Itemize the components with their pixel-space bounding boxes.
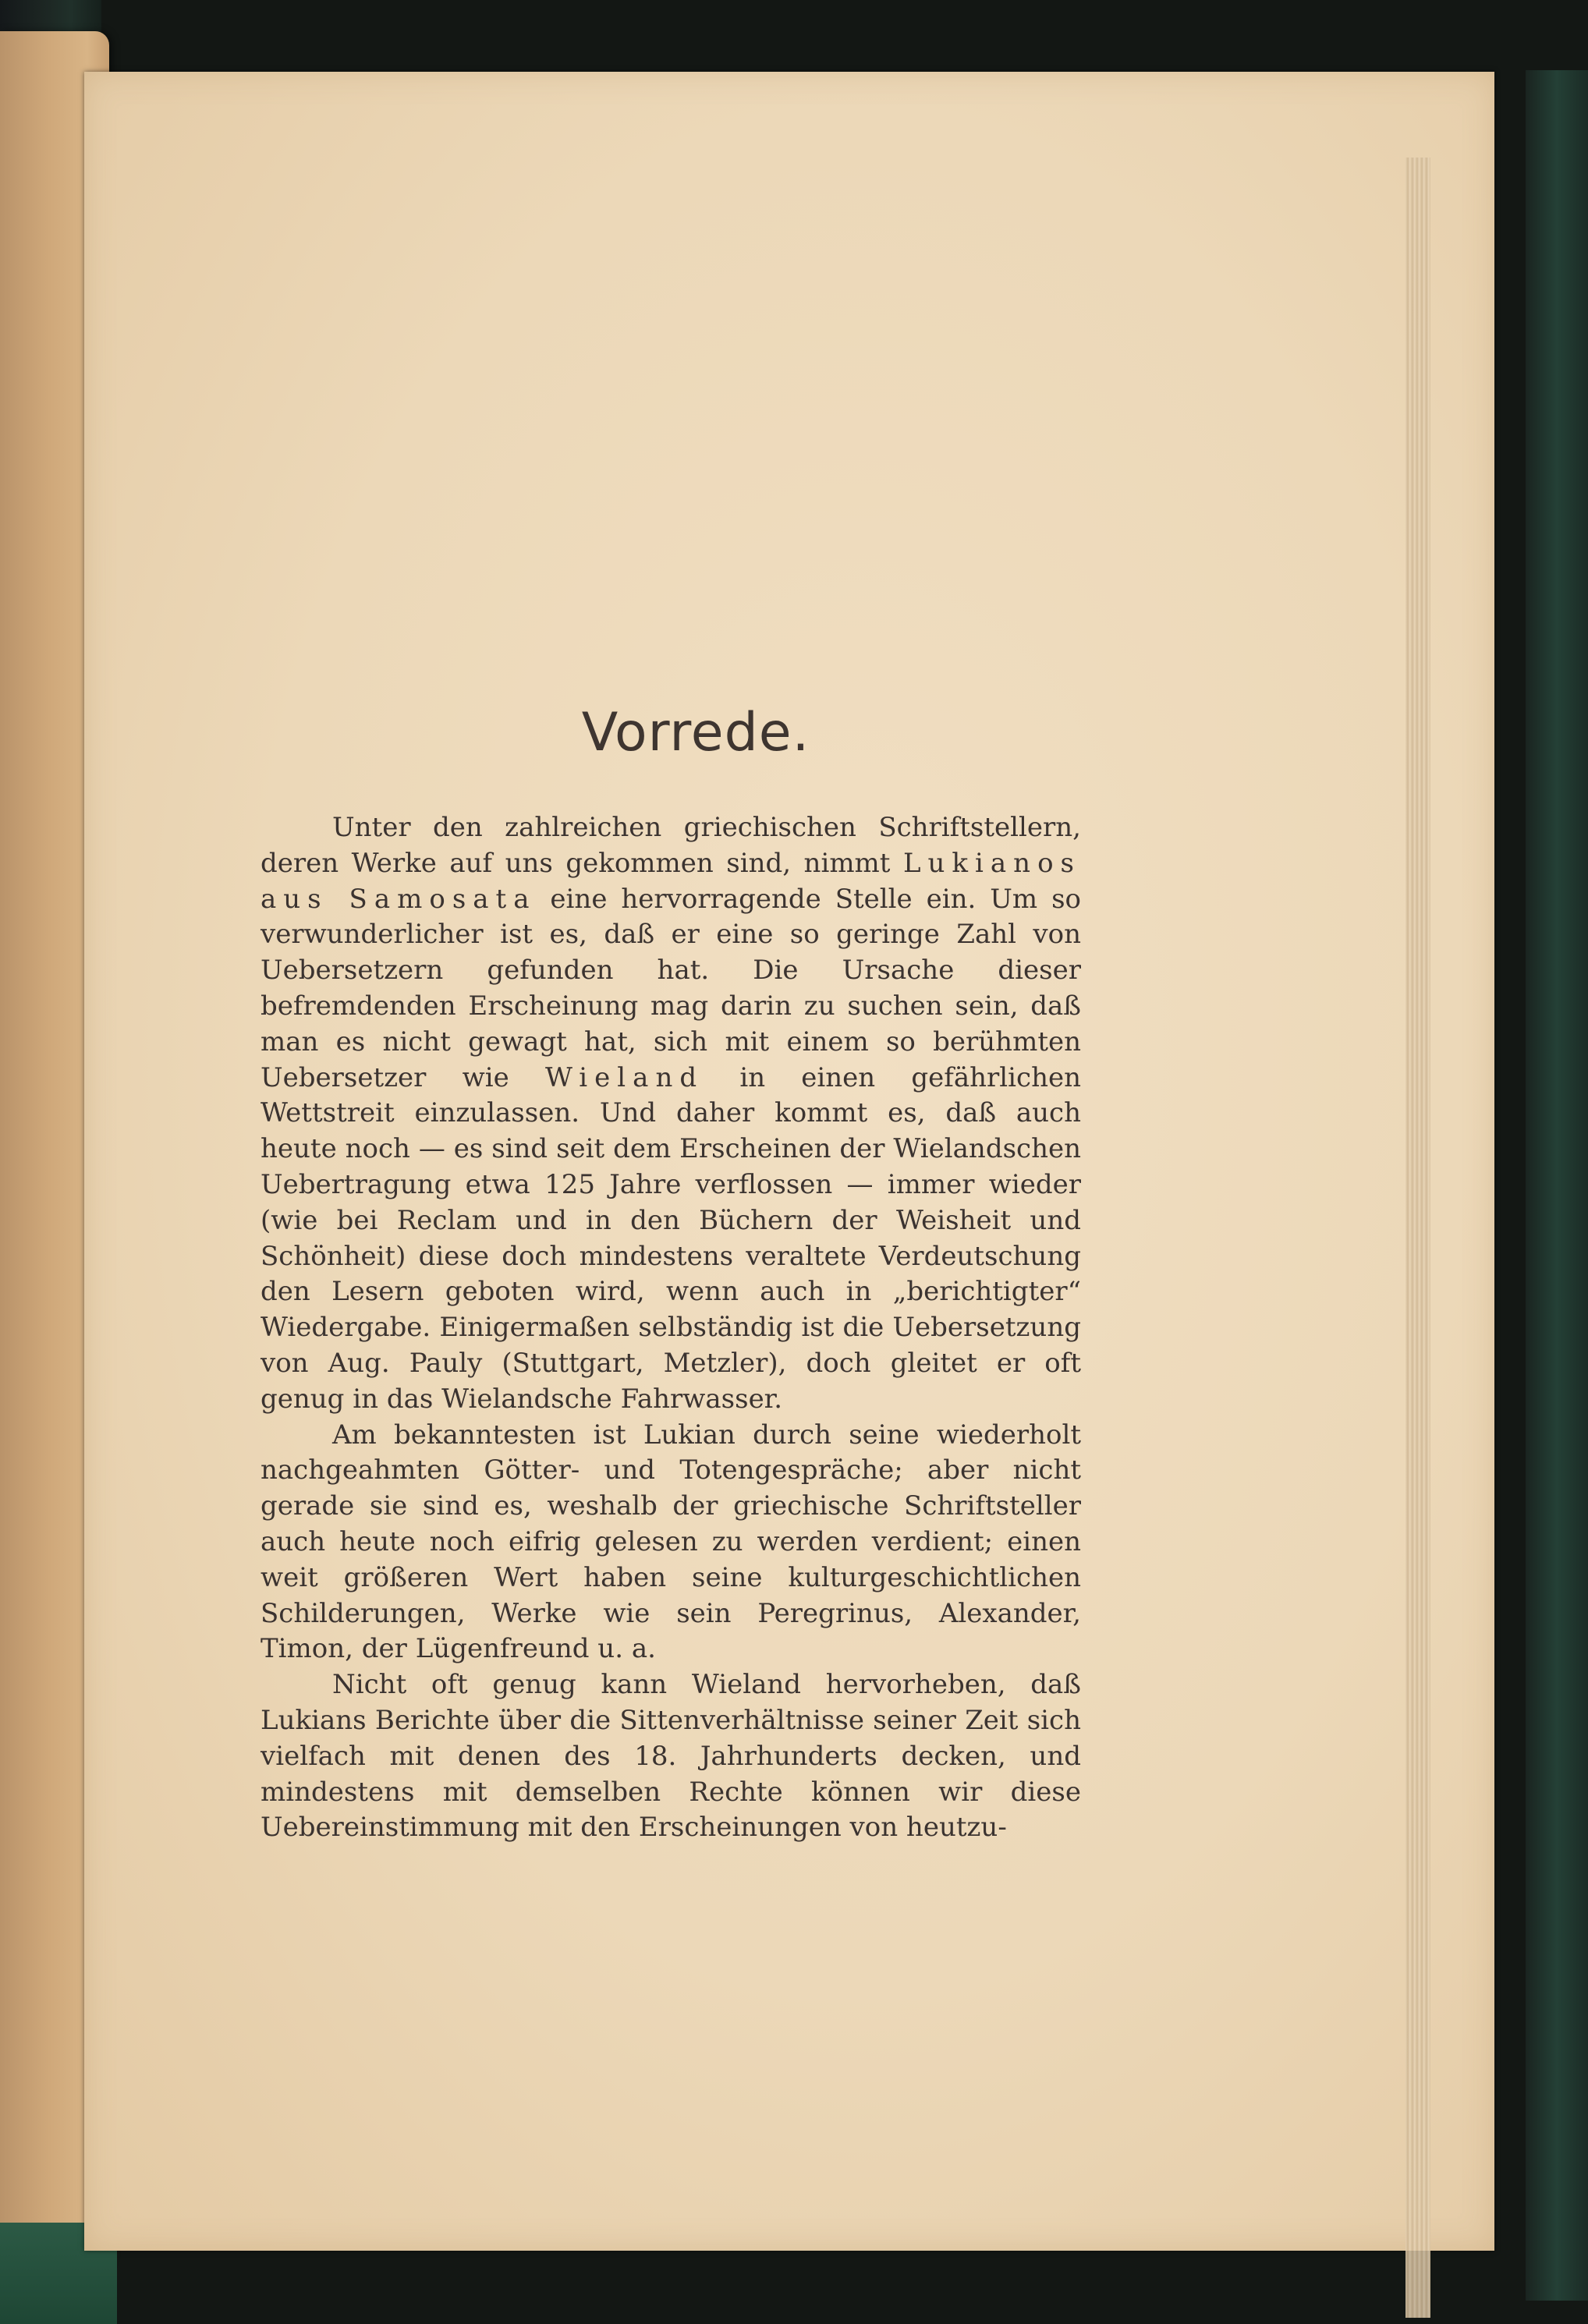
paragraph-1-text-2: eine hervorragende Stelle ein. Um so verwunderlicher ist es, daß er eine so geringe Zahl von Uebersetzern gefunden hat. Die Ursache dieser befremdenden Erscheinung mag darin zu suchen sein, daß man es nicht gewagt hat, sich mit einem so berühmten Uebersetzer wie — [261, 883, 1081, 1093]
paragraph-3-text: Nicht oft genug kann Wieland hervorheben, daß Lukians Berichte über die Sittenverhältnisse seiner Zeit sich vielfach mit denen des 18. Jahrhunderts decken, und mindestens mit demselben Rechte können wir diese Uebereinstimmung mit den Erscheinungen von heutzu- — [261, 1669, 1081, 1844]
paragraph-1-author-name: Lukianos aus Samosata — [261, 847, 1081, 915]
right-cover-edge — [1526, 70, 1588, 2301]
paragraph-3 — [261, 1667, 1081, 1846]
page-content — [261, 702, 1081, 1846]
page-stack-edge — [1405, 158, 1430, 2318]
paragraph-2 — [261, 1418, 1081, 1668]
paragraph-1-text-3: in einen gefährlichen Wettstreit einzulassen. Und daher kommt es, daß auch heute noch — es sind seit dem Erscheinen der Wielandschen Uebertragung etwa 125 Jahre verflossen — immer wieder (wie bei Reclam und in den Büchern der Weisheit und Schönheit) diese doch mindestens veraltete Verdeutschung den Lesern geboten wird, wenn auch in „berichtigter“ Wiedergabe. Einigermaßen selbständig ist die Uebersetzung von Aug. Pauly (Stuttgart, Metzler), doch gleitet er oft genug in das Wielandsche Fahrwasser. — [261, 1061, 1082, 1415]
paragraph-1-text-1: Unter den zahlreichen griechischen Schriftstellern, deren Werke auf uns gekommen sind, nimmt — [261, 812, 1081, 879]
paragraph-2-text: Am bekanntesten ist Lukian durch seine wiederholt nachgeahmten Götter- und Totengespräche; aber nicht gerade sie sind es, weshalb der griechische Schriftsteller auch heute noch eifrig gelesen zu werden verdient; einen weit größeren Wert haben seine kulturgeschichtlichen Schilderungen, Werke wie sein Peregrinus, Alexander, Timon, der Lügenfreund u. a. — [261, 1419, 1081, 1665]
paragraph-1-translator-name: Wieland — [544, 1061, 704, 1093]
page-title: Vorrede. — [581, 702, 810, 763]
paragraph-1 — [261, 810, 1081, 1418]
